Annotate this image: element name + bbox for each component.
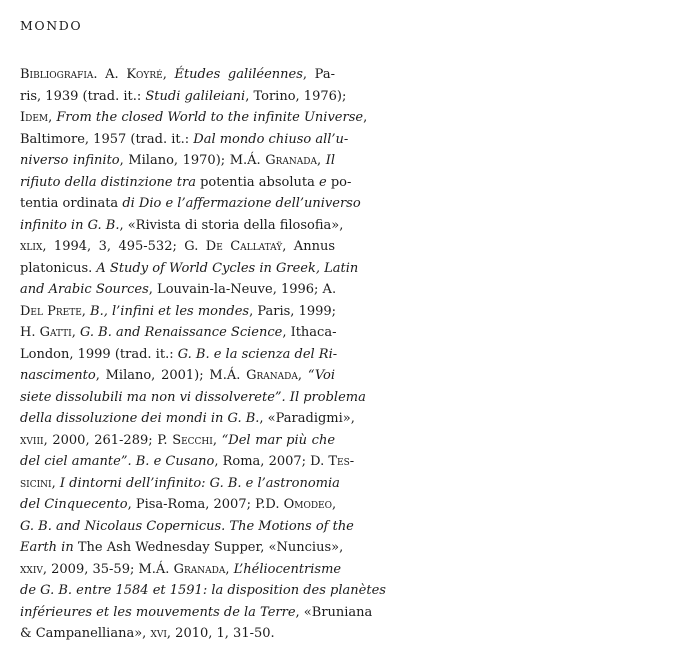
work-title: inférieures et les mouvements de la Terre (20, 604, 296, 620)
work-title: di Dio e l’affermazione dell’universo (122, 196, 361, 211)
citation-text: , Milano, 1970); M.Á. (119, 153, 266, 168)
author-name: Granada (265, 153, 318, 168)
work-title: e (319, 174, 327, 190)
bibliography-line (20, 537, 344, 559)
bibliography-line (20, 322, 335, 344)
bibliography-line (20, 387, 366, 409)
work-title: del Cinquecento (20, 497, 128, 512)
bibliography-line (20, 236, 335, 258)
citation-text: , (81, 303, 91, 319)
work-title: From the closed World to the infinite Universe (56, 110, 364, 125)
citation-text: , Pa- (302, 67, 335, 82)
citation-text: , Pisa-Roma, 2007; P.D. (127, 497, 284, 512)
citation-text: , 2000, 261-289; P. (43, 432, 173, 448)
bibliography-line (20, 494, 335, 516)
author-name: Del Prete (20, 303, 82, 319)
citation-text: , (363, 110, 368, 125)
work-title: infinito in G. B. (20, 217, 120, 233)
bibliography-line (20, 86, 347, 108)
author-name: Granada (246, 368, 298, 383)
author-name: xlix (20, 239, 43, 254)
citation-text: , (332, 497, 337, 512)
work-title: siete dissolubili ma non vi dissolverete”. Il problema (20, 389, 366, 405)
bibliography-line (20, 172, 352, 194)
citation-text: A. (97, 67, 127, 82)
author-name: Granada (173, 561, 226, 577)
bibliography-line (20, 129, 349, 151)
author-name: Omodeo (283, 497, 333, 512)
bibliography-line (20, 193, 361, 215)
citation-text: , (212, 432, 222, 448)
work-title: G. B. and Nicolaus Copernicus. The Motions of the (20, 518, 354, 534)
bibliography-paragraph (20, 64, 386, 645)
citation-text: , Torino, 1976); (245, 88, 347, 104)
citation-text: Baltimore, 1957 (trad. it.: (20, 131, 194, 147)
work-title: Études galiléennes (174, 67, 303, 82)
citation-text: , (48, 110, 57, 125)
work-title: Il (325, 153, 336, 168)
citation-text: , (162, 67, 175, 82)
work-title: nascimento (20, 368, 96, 383)
citation-text: , Ithaca- (282, 325, 337, 340)
bibliography-line (20, 602, 373, 624)
bibliography-line (20, 301, 335, 323)
bibliography-line (20, 215, 344, 237)
bibliography-line (20, 365, 335, 387)
bibliography-line (20, 107, 368, 129)
bibliography-line (20, 451, 355, 473)
citation-text: ris, 1939 (trad. it.: (20, 88, 146, 104)
citation-text: , Roma, 2007; D. (214, 454, 329, 469)
author-name: Bibliografia. (20, 67, 98, 82)
bibliography-line (20, 258, 359, 280)
bibliography-line (20, 516, 354, 538)
citation-text: platonicus. (20, 260, 97, 276)
citation-text: po- (326, 174, 352, 190)
bibliography-line (20, 559, 342, 581)
work-title: B., l’infini et les mondes (90, 303, 250, 319)
bibliography-line (20, 150, 335, 172)
citation-text: potentia absoluta (195, 174, 319, 190)
citation-text: The Ash Wednesday Supper, «Nuncius», (73, 540, 344, 555)
citation-text: , (51, 475, 60, 491)
running-header: MONDO (20, 18, 83, 33)
citation-text: , (71, 325, 80, 340)
bibliography-line (20, 408, 355, 430)
work-title: rifiuto della distinzione tra (20, 174, 196, 190)
bibliography-line (20, 623, 335, 645)
work-title: G. B. e la scienza del Ri- (177, 346, 338, 362)
citation-text: , «Paradigmi», (259, 411, 355, 426)
citation-text: H. (20, 325, 40, 340)
citation-text: , Milano, 2001); M.Á. (95, 368, 247, 383)
work-title: Studi galileiani (145, 88, 246, 104)
author-name: De Callataÿ (205, 239, 283, 254)
work-title: G. B. and Renaissance Science (80, 325, 283, 340)
work-title: del ciel amante”. B. e Cusano (20, 454, 215, 469)
work-title: niverso infinito (20, 153, 120, 168)
bibliography-line (20, 279, 335, 301)
author-name: Koyré (126, 67, 163, 82)
work-title: “Del mar più che (221, 432, 336, 448)
citation-text: , (225, 561, 234, 577)
citation-text: , «Rivista di storia della filosofia», (119, 217, 344, 233)
work-title: de G. B. entre 1584 et 1591: la disposition des planètes (20, 583, 386, 598)
citation-text: , Paris, 1999; (249, 303, 337, 319)
citation-text: , 1994, 3, 495-532; G. (42, 239, 206, 254)
work-title: L’héliocentrisme (233, 561, 342, 577)
work-title: I dintorni dell’infinito: G. B. e l’astronomia (59, 475, 340, 491)
work-title: Dal mondo chiuso all’u- (193, 131, 349, 147)
work-title: Earth in (20, 540, 74, 555)
citation-text: , 2010, 1, 31-50. (166, 626, 275, 641)
bibliography-line (20, 344, 338, 366)
citation-text: London, 1999 (trad. it.: (20, 346, 178, 362)
author-name: xviii (20, 432, 44, 448)
author-name: xxiv (20, 561, 43, 577)
citation-text: , (297, 368, 308, 383)
author-name: xvi (150, 626, 167, 641)
bibliography-line (20, 64, 335, 86)
citation-text: & Campanelliana», (20, 626, 151, 641)
bibliography-line (20, 430, 335, 452)
bibliography-line (20, 580, 386, 602)
author-name: sicini (20, 475, 52, 491)
work-title: and Arabic Sources (20, 282, 149, 297)
citation-text: , (317, 153, 326, 168)
citation-text: , 2009, 35-59; M.Á. (42, 561, 174, 577)
citation-text: , Annus (282, 239, 335, 254)
author-name: Secchi (172, 432, 213, 448)
author-name: Idem (20, 110, 49, 125)
citation-text: tentia ordinata (20, 196, 123, 211)
author-name: Tes- (328, 454, 355, 469)
citation-text: , Louvain-la-Neuve, 1996; A. (148, 282, 337, 297)
author-name: Gatti (39, 325, 72, 340)
bibliography-line (20, 473, 340, 495)
work-title: A Study of World Cycles in Greek, Latin (96, 260, 359, 276)
work-title: “Voi (307, 368, 336, 383)
work-title: della dissoluzione dei mondi in G. B. (20, 411, 260, 426)
citation-text: , «Bruniana (295, 604, 373, 620)
